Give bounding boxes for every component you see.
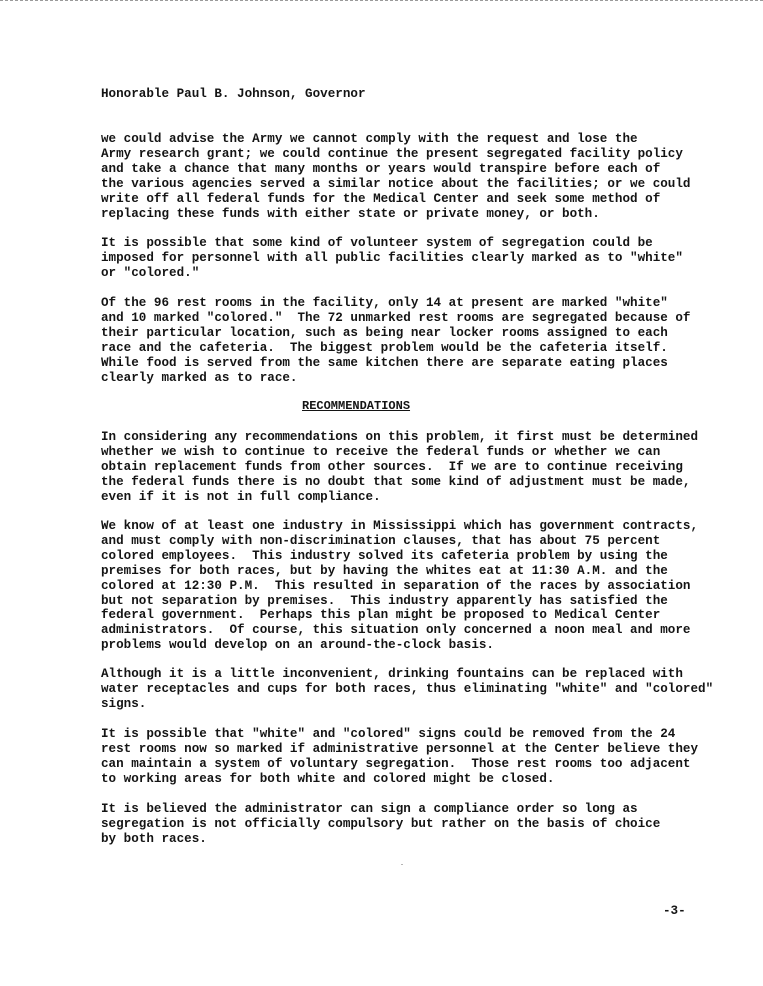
paragraph-line: We know of at least one industry in Mississippi which has government contracts, [101, 519, 699, 533]
paragraph-line: even if it is not in full compliance. [101, 489, 381, 504]
paragraph-line: and take a chance that many months or years would transpire before each of [101, 161, 661, 176]
paragraph-line: water receptacles and cups for both races, thus eliminating "white" and "colored" [101, 681, 714, 696]
addressee-header: Honorable Paul B. Johnson, Governor [101, 87, 366, 101]
page-top-border [0, 0, 763, 1]
paragraph-line: or "colored." [101, 265, 200, 280]
paragraph-line: administrators. Of course, this situation only concerned a noon meal and more [101, 623, 691, 638]
paragraph-line: replacing these funds with either state or private money, or both. [101, 206, 600, 221]
paragraph-line: In considering any recommendations on this problem, it first must be determined [101, 430, 699, 444]
paragraph-line: write off all federal funds for the Medical Center and seek some method of [101, 191, 661, 206]
paragraph-line: It is possible that some kind of volunteer system of segregation could be [101, 236, 653, 250]
paragraph-line: Army research grant; we could continue the present segregated facility policy [101, 146, 683, 161]
paragraph-line: Of the 96 rest rooms in the facility, only 14 at present are marked "white" [101, 296, 668, 310]
paragraph-line: and must comply with non-discrimination clauses, that has about 75 percent [101, 533, 661, 548]
paragraph-line: but not separation by premises. This industry apparently has satisfied the [101, 593, 668, 608]
page-number: -3- [663, 904, 686, 918]
section-heading: RECOMMENDATIONS [302, 399, 411, 413]
paragraph-line: and 10 marked "colored." The 72 unmarked rest rooms are segregated because of [101, 310, 691, 325]
paragraph-line: colored at 12:30 P.M. This resulted in separation of the races by association [101, 578, 691, 593]
paragraph-line: While food is served from the same kitchen there are separate eating places [101, 355, 668, 370]
paragraph-industry-example [101, 519, 698, 653]
paragraph-line: rest rooms now so marked if administrative personnel at the Center believe they [101, 741, 699, 756]
paragraph-line: colored employees. This industry solved its cafeteria problem by using the [101, 548, 668, 563]
paragraph-line: problems would develop on an around-the-clock basis. [101, 638, 494, 653]
paragraph-line: Although it is a little inconvenient, drinking fountains can be replaced with [101, 667, 683, 681]
paragraph-line: signs. [101, 696, 147, 711]
scan-speck [401, 864, 403, 865]
paragraph-line: whether we wish to continue to receive the federal funds or whether we can [101, 444, 661, 459]
paragraph-line: can maintain a system of voluntary segregation. Those rest rooms too adjacent [101, 756, 691, 771]
paragraph-compliance-order [101, 802, 660, 847]
paragraph-volunteer-system [101, 236, 683, 281]
paragraph-signs-removal [101, 727, 698, 787]
paragraph-line: clearly marked as to race. [101, 370, 298, 385]
paragraph-line: segregation is not officially compulsory but rather on the basis of choice [101, 816, 661, 831]
paragraph-line: their particular location, such as being near locker rooms assigned to each [101, 325, 668, 340]
paragraph-line: we could advise the Army we cannot comply with the request and lose the [101, 132, 638, 146]
paragraph-considering [101, 430, 698, 505]
paragraph-line: It is possible that "white" and "colored" signs could be removed from the 24 [101, 727, 676, 741]
paragraph-line: imposed for personnel with all public facilities clearly marked as to "white" [101, 250, 683, 265]
paragraph-line: to working areas for both white and colored might be closed. [101, 771, 555, 786]
paragraph-line: the federal funds there is no doubt that some kind of adjustment must be made, [101, 474, 691, 489]
paragraph-rest-rooms [101, 296, 690, 385]
paragraph-line: obtain replacement funds from other sources. If we are to continue receiving [101, 459, 683, 474]
paragraph-drinking-fountains [101, 667, 713, 712]
paragraph-line: federal government. Perhaps this plan might be proposed to Medical Center [101, 608, 661, 623]
paragraph-line: premises for both races, but by having the whites eat at 11:30 A.M. and the [101, 563, 668, 578]
paragraph-line: by both races. [101, 831, 207, 846]
paragraph-line: It is believed the administrator can sign a compliance order so long as [101, 802, 638, 816]
paragraph-line: the various agencies served a similar notice about the facilities; or we could [101, 176, 691, 191]
paragraph-options [101, 132, 690, 221]
paragraph-line: race and the cafeteria. The biggest problem would be the cafeteria itself. [101, 340, 668, 355]
